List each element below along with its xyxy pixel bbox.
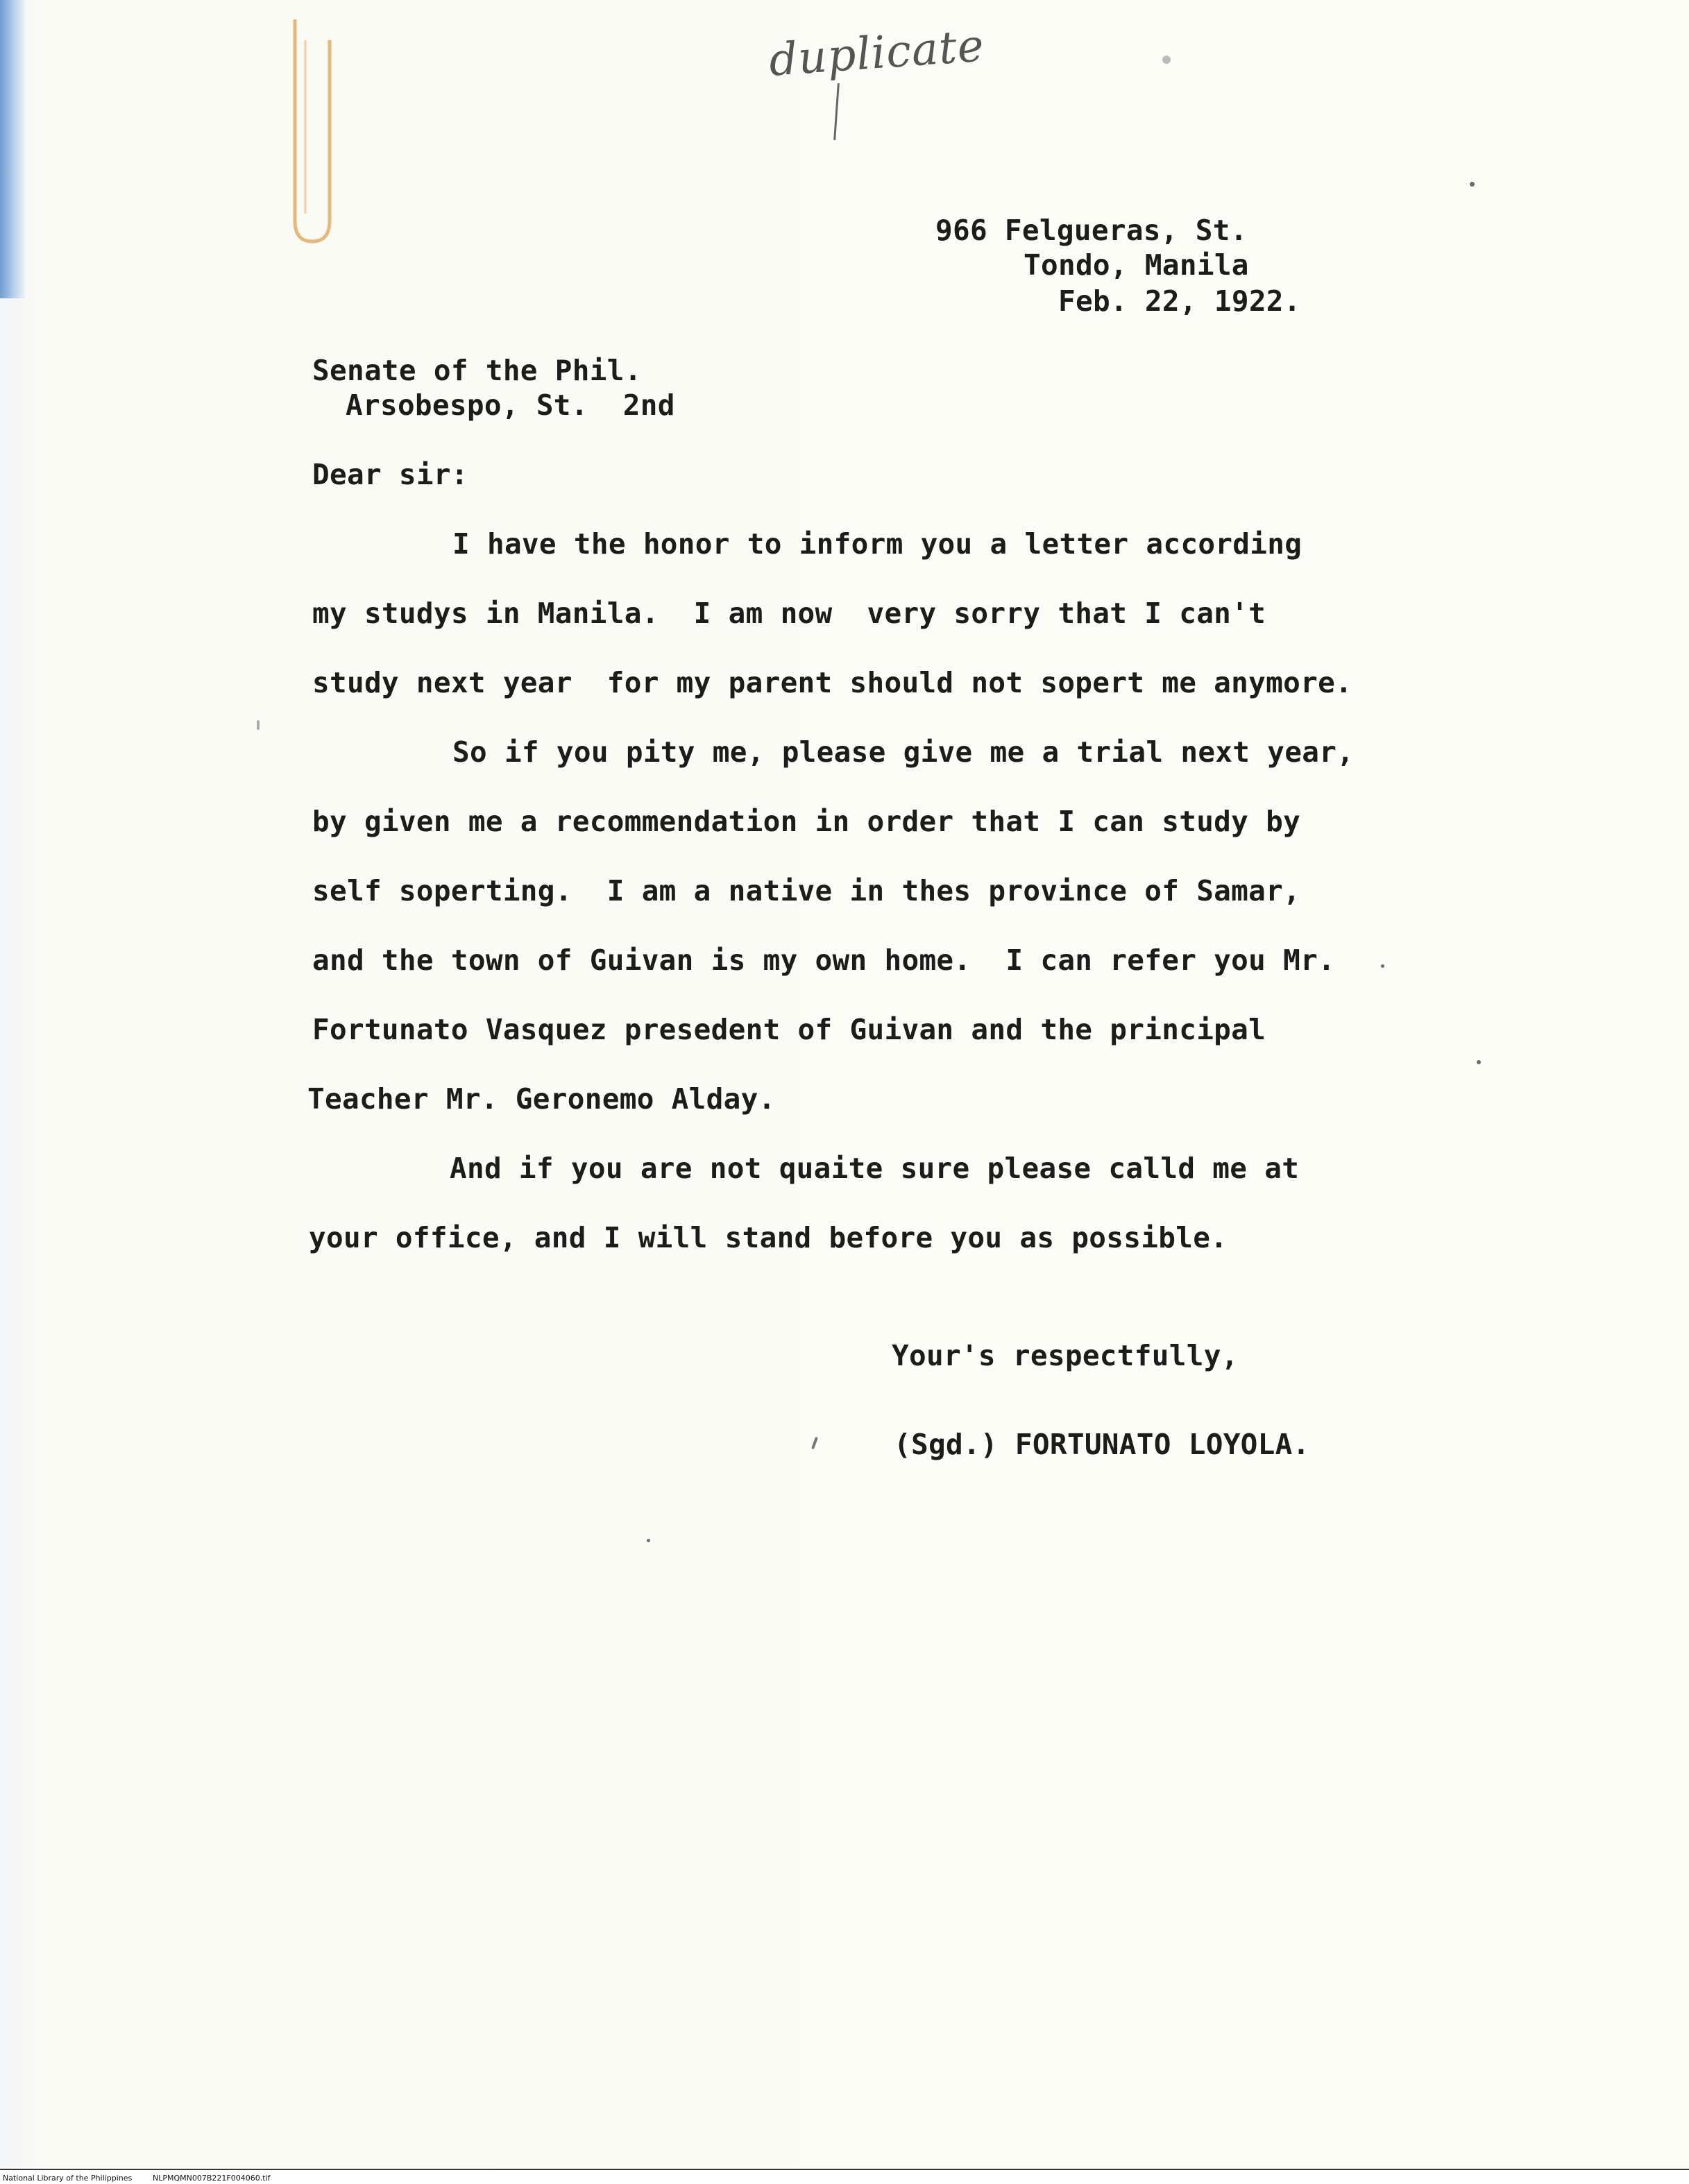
salutation: Dear sir: [312,458,468,491]
body-line: your office, and I will stand before you as possible. [309,1221,1228,1254]
paper-speck [257,720,260,730]
paper-speck [647,1539,650,1542]
recipient-line2: Arsobespo, St. 2nd [346,389,675,422]
body-line: And if you are not quaite sure please calld me at [450,1152,1300,1185]
signature-line: (Sgd.) FORTUNATO LOYOLA. [894,1428,1310,1461]
paper-speck [1381,964,1384,968]
valediction: Your's respectfully, [892,1339,1239,1372]
paper-speck [1477,1060,1481,1064]
body-line: I have the honor to inform you a letter according [452,527,1302,561]
paper-speck [1470,182,1475,187]
footer-institution: National Library of the Philippines [3,2174,133,2183]
sender-address-line1: 966 Felgueras, St. [935,214,1248,247]
paperclip-icon [281,12,343,248]
body-line: Fortunato Vasquez presedent of Guivan and the principal [312,1013,1266,1046]
body-line: by given me a recommendation in order that I can study by [312,805,1301,838]
letter-date: Feb. 22, 1922. [1058,284,1301,318]
body-line: my studys in Manila. I am now very sorry that I can't [312,597,1266,630]
pencil-mark [811,1437,818,1449]
body-line: So if you pity me, please give me a trial next year, [452,735,1355,769]
sender-address-line2: Tondo, Manila [1024,248,1249,282]
footer-file-id: NLPMQMN007B221F004060.tif [153,2174,271,2183]
paper-speck [1162,56,1171,64]
handwritten-stroke [833,83,840,140]
scan-edge-shadow [0,0,26,298]
body-line: self soperting. I am a native in thes province of Samar, [312,874,1301,907]
body-line: and the town of Guivan is my own home. I can refer you Mr. [312,944,1336,977]
scan-footer [0,2169,1689,2184]
body-line: study next year for my parent should not sopert me anymore. [312,666,1353,699]
recipient-line1: Senate of the Phil. [312,354,642,387]
body-line: Teacher Mr. Geronemo Alday. [307,1082,776,1116]
handwritten-note: duplicate [767,20,986,87]
